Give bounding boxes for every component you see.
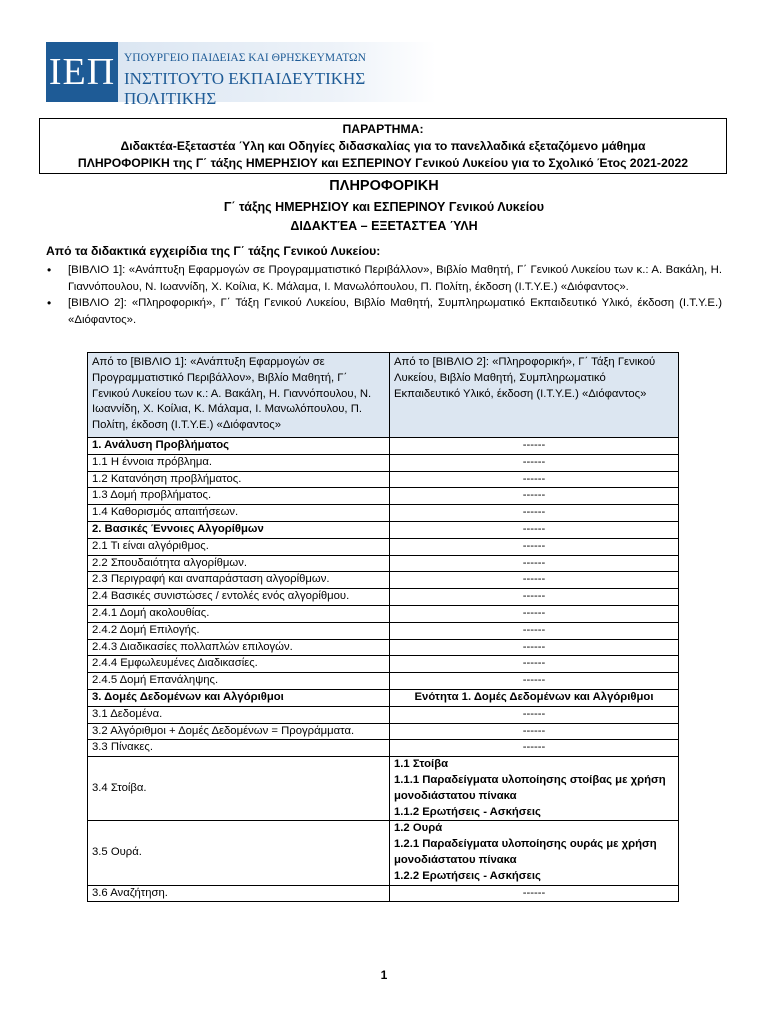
annex-label: ΠΑΡΑΡΤΗΜΑ: <box>342 122 424 136</box>
book-1-topic-cell: 3. Δομές Δεδομένων και Αλγόριθμοι <box>88 689 390 706</box>
table-row <box>88 488 679 505</box>
table-header-book-2: Από το [ΒΙΒΛΙΟ 2]: «Πληροφορική», Γ΄ Τάξη Γενικού Λυκείου, Βιβλίο Μαθητή, Συμπληρωματικό Εκπαιδευτικό Υλικό, έκδοση (Ι.Τ.Υ.Ε.) «Διόφαντος» <box>390 353 679 438</box>
book-2-topic-cell <box>390 706 679 723</box>
book-2-topic-line: ------ <box>522 606 546 619</box>
book-list-item <box>46 262 722 295</box>
book-2-topic-cell <box>390 689 679 706</box>
book-2-topic-line: ------ <box>522 573 546 586</box>
book-2-topic-cell <box>390 639 679 656</box>
book-1-topic-cell: 2.2 Σπουδαιότητα αλγορίθμων. <box>88 555 390 572</box>
book-1-topic-cell: 1.1 Η έννοια πρόβλημα. <box>88 454 390 471</box>
table-row <box>88 572 679 589</box>
book-2-topic-line: 1.1.2 Ερωτήσεις - Ασκήσεις <box>394 805 541 818</box>
book-1-topic-cell: 1.4 Καθορισμός απαιτήσεων. <box>88 505 390 522</box>
book-1-topic-cell: 2.4.2 Δομή Επιλογής. <box>88 622 390 639</box>
book-1-topic-cell: 2. Βασικές Έννοιες Αλγορίθμων <box>88 521 390 538</box>
table-row <box>88 471 679 488</box>
book-1-topic-cell: 1.3 Δομή προβλήματος. <box>88 488 390 505</box>
table-row <box>88 589 679 606</box>
book-2-topic-cell <box>390 605 679 622</box>
table-header-book-1: Από το [ΒΙΒΛΙΟ 1]: «Ανάπτυξη Εφαρμογών σε Προγραμματιστικό Περιβάλλον», Βιβλίο Μαθητή, Γ΄ Γενικού Λυκείου των κ.: Α. Βακάλη, Η. Γιαννόπουλου, Ν. Ιωαννίδη, Χ. Κοίλια, Κ. Μάλαμα, Ι. Μανωλόπουλου, Π. Πολίτη, έκδοση (Ι.Τ.Υ.Ε.) «Διόφαντος» <box>88 353 390 438</box>
annex-line-2: Διδακτέα-Εξεταστέα Ύλη και Οδηγίες διδασκαλίας για το πανελλαδικά εξεταζόμενο μάθημα <box>120 139 646 153</box>
book-2-topic-cell <box>390 572 679 589</box>
book-1-topic-cell: 2.4.3 Διαδικασίες πολλαπλών επιλογών. <box>88 639 390 656</box>
book-1-topic-cell: 1.2 Κατανόηση προβλήματος. <box>88 471 390 488</box>
table-row <box>88 454 679 471</box>
book-2-topic-line: ------ <box>522 472 546 485</box>
book-2-topic-line: ------ <box>522 556 546 569</box>
table-row <box>88 706 679 723</box>
book-2-topic-cell <box>390 821 679 885</box>
book-2-topic-line: 1.2 Ουρά <box>394 822 443 835</box>
book-2-topic-cell <box>390 538 679 555</box>
bullet-icon: • <box>47 263 52 277</box>
book-2-topic-line: ------ <box>522 506 546 519</box>
table-row <box>88 673 679 690</box>
book-1-topic-cell: 3.3 Πίνακες. <box>88 740 390 757</box>
book-2-topic-line: ------ <box>522 886 546 899</box>
book-2-topic-line: ------ <box>522 590 546 603</box>
book-2-topic-line: ------ <box>522 522 546 535</box>
book-list <box>46 262 722 328</box>
book-1-description: [ΒΙΒΛΙΟ 1]: «Ανάπτυξη Εφαρμογών σε Προγραμματιστικό Περιβάλλον», Βιβλίο Μαθητή, Γ΄ Γενικού Λυκείου των κ.: Α. Βακάλη, Η. Γιαννόπουλου, Ν. Ιωαννίδη, Χ. Κοίλια, Κ. Μάλαμα, Ι. Μανωλόπουλου, Π. Πολίτη, έκδοση (Ι.Τ.Υ.Ε.) «Διόφαντος». <box>68 264 722 293</box>
book-2-topic-line: Ενότητα 1. Δομές Δεδομένων και Αλγόριθμοι <box>414 690 654 703</box>
book-list-item <box>46 295 722 328</box>
book-2-topic-cell <box>390 521 679 538</box>
book-2-topic-cell <box>390 622 679 639</box>
book-2-topic-line: 1.2.1 Παραδείγματα υλοποίησης ουράς με χρήση μονοδιάστατου πίνακα <box>394 838 657 866</box>
book-2-topic-cell <box>390 437 679 454</box>
document-subtitle: Γ΄ τάξης ΗΜΕΡΗΣΙΟΥ και ΕΣΠΕΡΙΝΟΥ Γενικού Λυκείου <box>223 200 545 214</box>
book-2-topic-cell <box>390 885 679 902</box>
document-title: ΠΛΗΡΟΦΟΡΙΚΗ <box>329 178 439 194</box>
table-header-row <box>88 353 679 438</box>
book-2-topic-line: ------ <box>522 623 546 636</box>
table-row <box>88 605 679 622</box>
book-1-topic-cell: 3.4 Στοίβα. <box>88 757 390 821</box>
book-1-topic-cell: 3.6 Αναζήτηση. <box>88 885 390 902</box>
syllabus-table <box>87 352 679 902</box>
logo-banner <box>118 42 436 108</box>
book-2-topic-line: ------ <box>522 489 546 502</box>
book-2-topic-line: ------ <box>522 438 546 451</box>
book-1-topic-cell: 2.4.1 Δομή ακολουθίας. <box>88 605 390 622</box>
book-2-topic-line: ------ <box>522 741 546 754</box>
book-2-topic-line: ------ <box>522 455 546 468</box>
table-row <box>88 639 679 656</box>
book-2-description: [ΒΙΒΛΙΟ 2]: «Πληροφορική», Γ΄ Τάξη Γενικού Λυκείου, Βιβλίο Μαθητή, Συμπληρωματικό Εκπαιδευτικό Υλικό, έκδοση (Ι.Τ.Υ.Ε.) «Διόφαντος». <box>68 297 722 326</box>
book-2-topic-line: ------ <box>522 707 546 720</box>
book-2-topic-line: 1.2.2 Ερωτήσεις - Ασκήσεις <box>394 869 541 882</box>
book-1-topic-cell: 2.4.5 Δομή Επανάληψης. <box>88 673 390 690</box>
book-2-topic-line: ------ <box>522 657 546 670</box>
section-heading: ΔΙΔΑΚΤΈΑ – ΕΞΕΤΑΣΤΈΑ ΎΛΗ <box>290 219 478 233</box>
book-2-topic-line: 1.1.1 Παραδείγματα υλοποίησης στοίβας με χρήση μονοδιάστατου πίνακα <box>394 773 666 802</box>
bullet-icon: • <box>47 296 52 310</box>
book-1-topic-cell: 2.4.4 Εμφωλευμένες Διαδικασίες. <box>88 656 390 673</box>
book-2-topic-cell <box>390 488 679 505</box>
table-row <box>88 622 679 639</box>
table-row <box>88 723 679 740</box>
table-row <box>88 885 679 902</box>
table-row <box>88 740 679 757</box>
iep-logo <box>46 42 436 108</box>
book-2-topic-cell <box>390 555 679 572</box>
book-2-topic-line: 1.1 Στοίβα <box>394 758 449 771</box>
table-row <box>88 656 679 673</box>
table-row <box>88 538 679 555</box>
annex-box <box>39 118 727 174</box>
book-1-topic-cell: 3.2 Αλγόριθμοι + Δομές Δεδομένων = Προγράμματα. <box>88 723 390 740</box>
annex-line-3: ΠΛΗΡΟΦΟΡΙΚΗ της Γ΄ τάξης ΗΜΕΡΗΣΙΟΥ και ΕΣΠΕΡΙΝΟΥ Γενικού Λυκείου για το Σχολικό Έτος 2021-2022 <box>77 156 689 170</box>
table-row <box>88 505 679 522</box>
book-2-topic-cell <box>390 723 679 740</box>
iep-logo-mark: ΙΕΠ <box>46 42 118 102</box>
book-2-topic-line: ------ <box>522 539 546 552</box>
book-1-topic-cell: 2.4 Βασικές συνιστώσες / εντολές ενός αλγορίθμου. <box>88 589 390 606</box>
table-row <box>88 757 679 821</box>
page-number: 1 <box>380 968 388 982</box>
table-row <box>88 521 679 538</box>
table-row <box>88 689 679 706</box>
book-2-topic-cell <box>390 656 679 673</box>
book-1-topic-cell: 3.5 Ουρά. <box>88 821 390 885</box>
book-2-topic-line: ------ <box>522 724 546 737</box>
book-1-topic-cell: 1. Ανάλυση Προβλήματος <box>88 437 390 454</box>
book-1-topic-cell: 2.1 Τι είναι αλγόριθμος. <box>88 538 390 555</box>
book-2-topic-cell <box>390 589 679 606</box>
table-row <box>88 555 679 572</box>
book-1-topic-cell: 2.3 Περιγραφή και αναπαράσταση αλγορίθμων. <box>88 572 390 589</box>
institute-name: ΙΝΣΤΙΤΟΥΤΟ ΕΚΠΑΙΔΕΥΤΙΚΗΣ ΠΟΛΙΤΙΚΗΣ <box>124 69 366 108</box>
book-2-topic-cell <box>390 454 679 471</box>
book-2-topic-line: ------ <box>522 674 546 687</box>
book-2-topic-cell <box>390 673 679 690</box>
book-2-topic-line: ------ <box>522 640 546 653</box>
ministry-name: ΥΠΟΥΡΓΕΙΟ ΠΑΙΔΕΙΑΣ ΚΑΙ ΘΡΗΣΚΕΥΜΑΤΩΝ <box>124 52 366 64</box>
book-2-topic-cell <box>390 757 679 821</box>
book-2-topic-cell <box>390 740 679 757</box>
book-1-topic-cell: 3.1 Δεδομένα. <box>88 706 390 723</box>
table-row <box>88 437 679 454</box>
table-row <box>88 821 679 885</box>
book-2-topic-cell <box>390 505 679 522</box>
book-2-topic-cell <box>390 471 679 488</box>
intro-text: Από τα διδακτικά εγχειρίδια της Γ΄ τάξης Γενικού Λυκείου: <box>46 244 381 258</box>
